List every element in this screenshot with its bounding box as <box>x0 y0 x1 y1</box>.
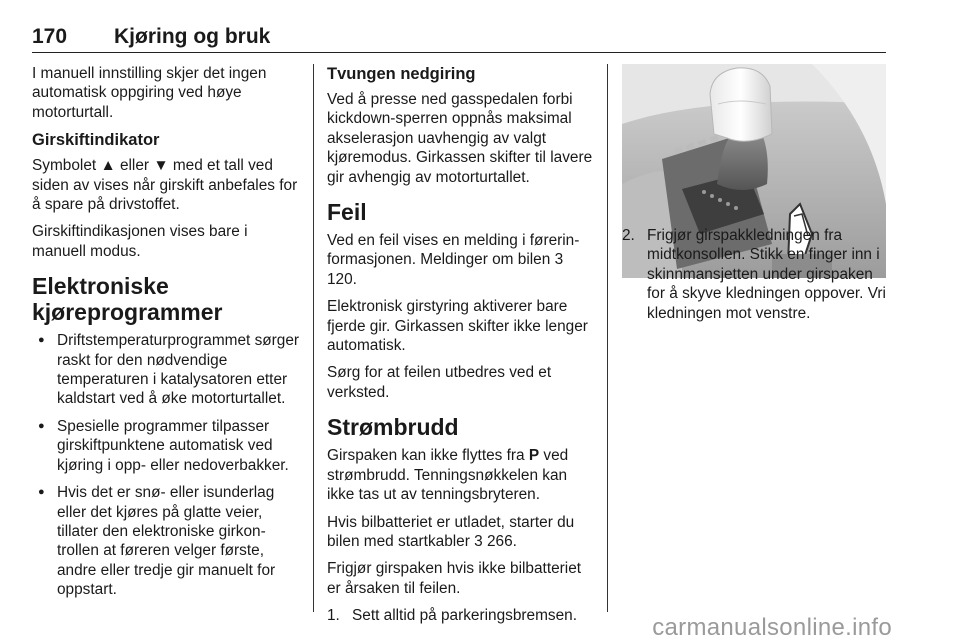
page-reference-link[interactable]: 3 266. <box>474 532 517 550</box>
manual-mode-paragraph: I manuell innstilling skjer det ingen automatisk oppgiring ved høye motorturtall. <box>32 65 267 121</box>
list-item: ● Driftstemperaturprogrammet sørger raskt for den nødvendige temperaturen i katalysatoren etter kaldstart ved å øke motorturtallet. <box>32 331 300 409</box>
battery-paragraph: Hvis bilbatteriet er utladet, starter du bilen med startkabler 3 266. <box>327 513 575 550</box>
steps-list <box>327 606 595 625</box>
column-right <box>622 226 886 331</box>
steps-list <box>622 226 886 323</box>
step-number: 1. <box>327 607 340 625</box>
gear-indicator-paragraph: Symbolet ▲ eller ▼ med et tall ved siden av vises når girskift anbefales for å spare på drivstoffet. <box>32 157 298 214</box>
page-title: Kjøring og bruk <box>114 25 271 48</box>
column-left <box>32 64 300 608</box>
gear-indicator-manual-note: Girskiftindikasjonen vises bare i manuell modus. <box>32 223 248 260</box>
gear-indicator-heading: Girskiftindikator <box>32 131 160 150</box>
fault-workshop-paragraph: Sørg for at feilen utbedres ved et verksted. <box>327 364 552 401</box>
power-failure-paragraph: Girspaken kan ikke flyttes fra P ved strømbrudd. Tenningsnøkkelen kan ikke tas ut av tenningsbryteren. <box>327 447 569 504</box>
release-lever-paragraph: Frigjør girspaken hvis ikke bilbatteriet er årsaken til feilen. <box>327 560 582 597</box>
power-failure-heading: Strømbrudd <box>327 414 459 441</box>
list-item: ● Hvis det er snø- eller isunderlag eller det kjøres på glatte veier, tillater den elektroniske girkontrollen at føreren velger første, andre eller tredje gir manuelt for oppstart. <box>32 483 300 599</box>
watermark-text: carmanualsonline.info <box>652 614 892 641</box>
page-reference-link[interactable]: 3 120. <box>327 251 564 288</box>
forced-downshift-heading: Tvungen nedgiring <box>327 65 476 83</box>
forced-downshift-paragraph: Ved å presse ned gasspedalen forbi kickdown-sperren oppnås maksimal akselerasjon uavhengig av valgt kjøremodus. Girkassen skifter til lavere gir avhengig av motorturtallet. <box>327 91 593 186</box>
arrow-up-icon: ▲ <box>100 157 116 175</box>
fault-heading: Feil <box>327 199 367 226</box>
list-item: ● Spesielle programmer tilpasser girskiftpunktene automatisk ved kjøring i opp- eller nedoverbakker. <box>32 417 300 475</box>
page-header <box>32 24 886 53</box>
column-divider <box>313 64 314 612</box>
column-divider <box>607 64 608 612</box>
fault-paragraph: Ved en feil vises en melding i førerinformasjonen. Meldinger om bilen 3 120. <box>327 232 580 288</box>
page-number: 170 <box>32 25 68 48</box>
electronic-programs-heading: Elektroniske kjøreprogrammer <box>32 273 223 326</box>
list-item: 1. Sett alltid på parkeringsbremsen. <box>327 607 577 625</box>
electronic-programs-list <box>32 331 300 599</box>
arrow-down-icon: ▼ <box>153 157 169 175</box>
column-middle <box>327 64 595 634</box>
fault-fourth-gear-paragraph: Elektronisk girstyring aktiverer bare fjerde gir. Girkassen skifter ikke lenger automatisk. <box>327 298 588 355</box>
park-position-label: P <box>528 447 540 465</box>
step-number: 2. <box>622 227 635 244</box>
list-item: 2. Frigjør girspakkledningen fra midtkonsollen. Stikk en finger inn i skinnmansjetten under girspaken for å skyve kledningen oppover. Vri kledningen mot venstre. <box>622 227 886 322</box>
